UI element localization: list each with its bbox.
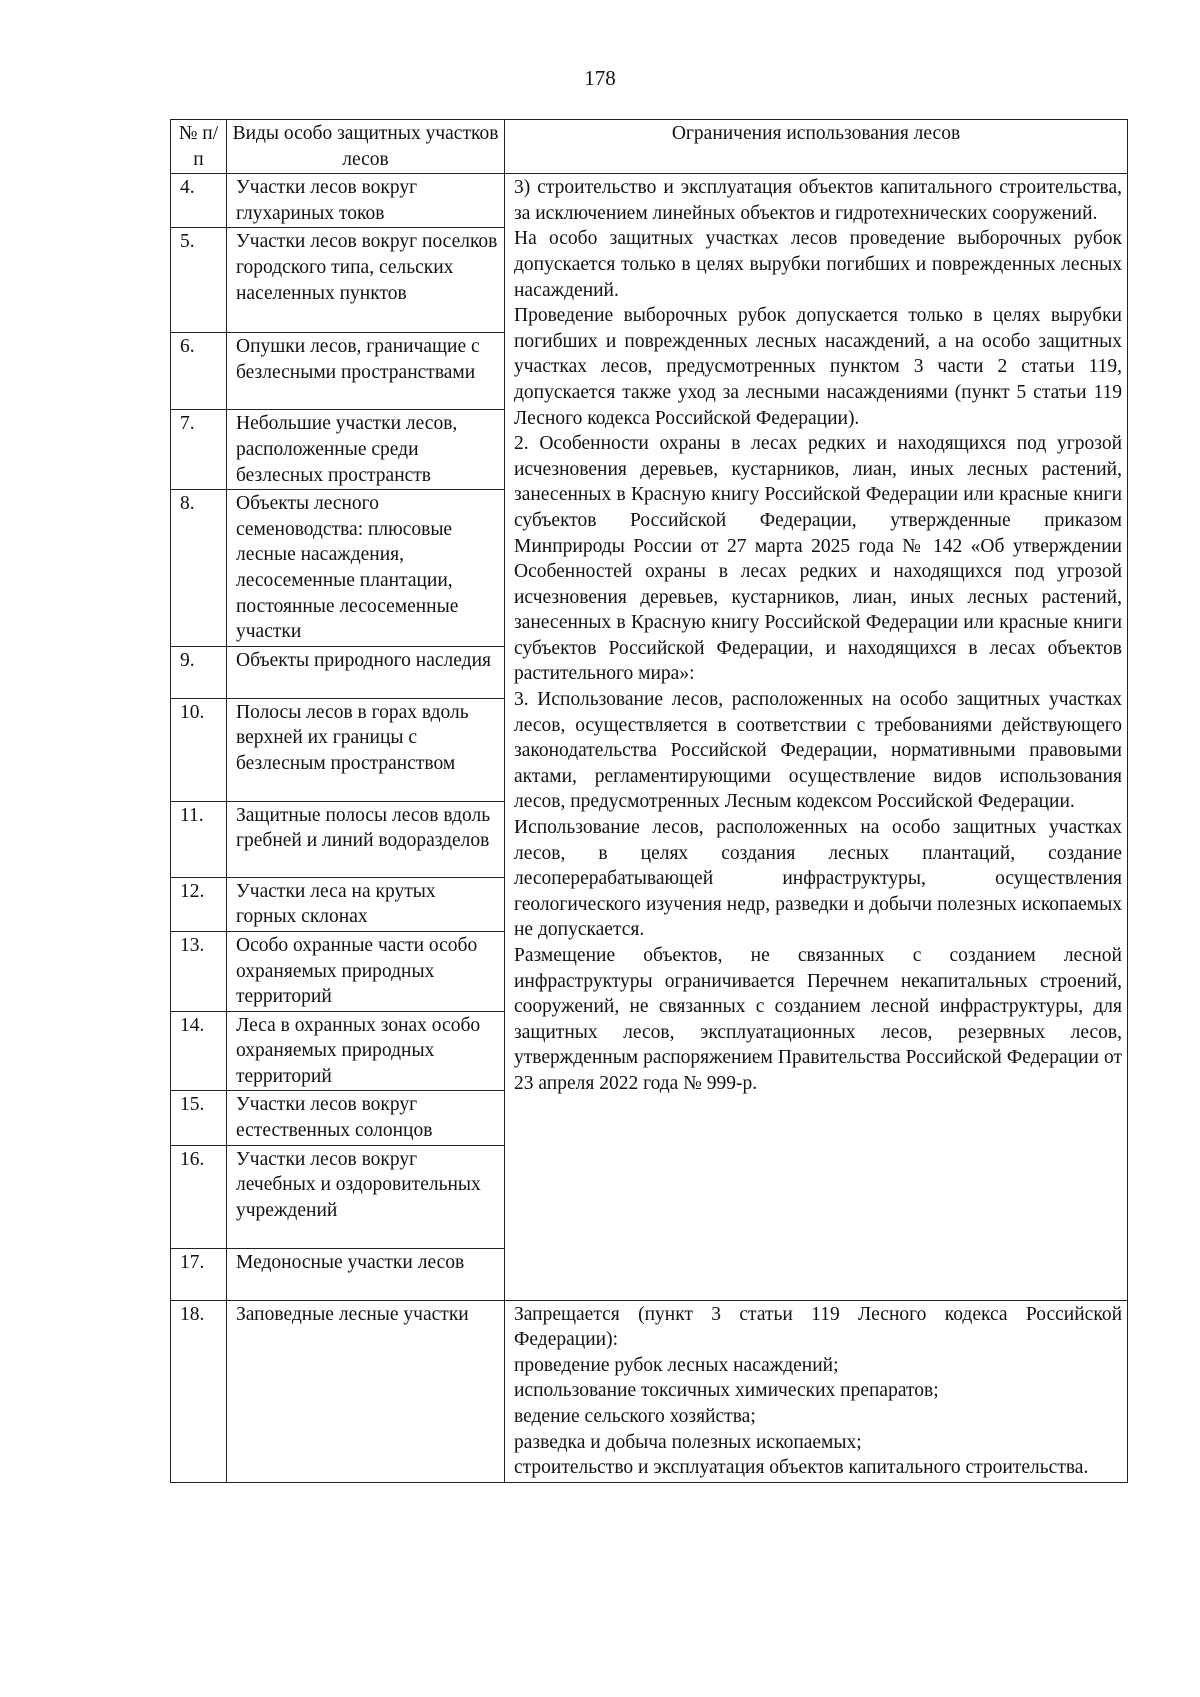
header-number: № п/п <box>171 120 227 174</box>
row-name: Медоносные участки лесов <box>227 1248 505 1300</box>
table-row <box>171 174 1128 228</box>
restriction-paragraph: разведка и добыча полезных ископаемых; <box>514 1431 862 1453</box>
row-name: Объекты лесного семеноводства: плюсовые лесные насаждения, лесосеменные плантации, постоянные лесосеменные участки <box>227 490 505 647</box>
row-name: Участки лесов вокруг лечебных и оздоровительных учреждений <box>227 1145 505 1248</box>
row-number: 15. <box>171 1091 227 1145</box>
row-number: 14. <box>171 1011 227 1091</box>
row-name: Небольшие участки лесов, расположенные среди безлесных пространств <box>227 410 505 490</box>
restriction-paragraph: строительство и эксплуатация объектов капитального строительства. <box>514 1457 1089 1479</box>
restriction-paragraph: Размещение объектов, не связанных с созданием лесной инфраструктуры ограничивается Перечнем некапитальных строений, сооружений, не связанных с созданием лесной инфраструктуры, для защитных лесов, эксплуатационных лесов, резервных лесов, утвержденным распоряжением Правительства Российской Федерации от 23 апреля 2022 года № 999-р. <box>514 945 1122 1094</box>
row-number: 6. <box>171 333 227 410</box>
restriction-paragraph: Запрещается (пункт 3 статьи 119 Лесного кодекса Российской Федерации): <box>514 1303 1122 1351</box>
restriction-paragraph: На особо защитных участках лесов проведение выборочных рубок допускается только в целях вырубки погибших и поврежденных лесных насаждений. <box>514 228 1122 301</box>
row-name: Полосы лесов в горах вдоль верхней их границы с безлесным пространством <box>227 698 505 801</box>
row-name: Участки лесов вокруг глухариных токов <box>227 174 505 228</box>
table-row <box>171 1300 1128 1482</box>
row-name: Особо охранные части особо охраняемых природных территорий <box>227 931 505 1011</box>
row-number: 16. <box>171 1145 227 1248</box>
row-name: Участки лесов вокруг естественных солонцов <box>227 1091 505 1145</box>
row-number: 5. <box>171 228 227 333</box>
row-name: Заповедные лесные участки <box>227 1300 505 1482</box>
row-number: 18. <box>171 1300 227 1482</box>
restriction-paragraph: Использование лесов, расположенных на особо защитных участках лесов, в целях создания лесных плантаций, создание лесоперерабатывающей инфраструктуры, осуществления геологического изучения недр, разведки и добычи полезных ископаемых не допускается. <box>514 817 1122 941</box>
row-number: 10. <box>171 698 227 801</box>
restriction-paragraph: 2. Особенности охраны в лесах редких и находящихся под угрозой исчезновения деревьев, кустарников, лиан, иных лесных растений, занесенных в Красную книгу Российской Федерации или красные книги субъектов Российской Федерации, утвержденные приказом Минприроды России от 27 марта 2025 года № 142 «Об утверждении Особенностей охраны в лесах редких и находящихся под угрозой исчезновения деревьев, кустарников, лиан, иных лесных растений, занесенных в Красную книгу Российской Федерации или красные книги субъектов Российской Федерации, и находящихся в лесах объектов растительного мира»: <box>514 433 1122 685</box>
row-name: Защитные полосы лесов вдоль гребней и линий водоразделов <box>227 801 505 877</box>
forest-restrictions-table <box>170 119 1128 1483</box>
restrictions-cell-reserved <box>505 1300 1128 1482</box>
row-name: Опушки лесов, граничащие с безлесными пространствами <box>227 333 505 410</box>
row-number: 7. <box>171 410 227 490</box>
row-number: 4. <box>171 174 227 228</box>
restriction-paragraph: Проведение выборочных рубок допускается только в целях вырубки погибших и поврежденных лесных насаждений, а на особо защитных участках лесов, предусмотренных пунктом 3 части 2 статьи 119, допускается также уход за лесными насаждениями (пункт 5 статьи 119 Лесного кодекса Российской Федерации). <box>514 305 1122 429</box>
restriction-paragraph: использование токсичных химических препаратов; <box>514 1380 939 1402</box>
row-number: 12. <box>171 877 227 931</box>
restriction-paragraph: ведение сельского хозяйства; <box>514 1406 756 1428</box>
restriction-paragraph: 3. Использование лесов, расположенных на особо защитных участках лесов, осуществляется в соответствии с требованиями действующего законодательства Российской Федерации, нормативными правовыми актами, регламентирующими осуществление видов использования лесов, предусмотренных Лесным кодексом Российской Федерации. <box>514 689 1122 813</box>
row-name: Леса в охранных зонах особо охраняемых природных территорий <box>227 1011 505 1091</box>
row-name: Участки лесов вокруг поселков городского типа, сельских населенных пунктов <box>227 228 505 333</box>
row-number: 11. <box>171 801 227 877</box>
header-kinds: Виды особо защитных участков лесов <box>227 120 505 174</box>
row-number: 13. <box>171 931 227 1011</box>
row-name: Участки леса на крутых горных склонах <box>227 877 505 931</box>
row-number: 17. <box>171 1248 227 1300</box>
table-header-row <box>171 120 1128 174</box>
restriction-paragraph: проведение рубок лесных насаждений; <box>514 1354 839 1376</box>
row-number: 9. <box>171 646 227 698</box>
header-restrictions: Ограничения использования лесов <box>505 120 1128 174</box>
row-number: 8. <box>171 490 227 647</box>
page-number: 178 <box>584 66 616 90</box>
restriction-paragraph: 3) строительство и эксплуатация объектов капитального строительства, за исключением линейных объектов и гидротехнических сооружений. <box>514 177 1122 224</box>
row-name: Объекты природного наследия <box>227 646 505 698</box>
restrictions-cell-group <box>505 174 1128 1300</box>
